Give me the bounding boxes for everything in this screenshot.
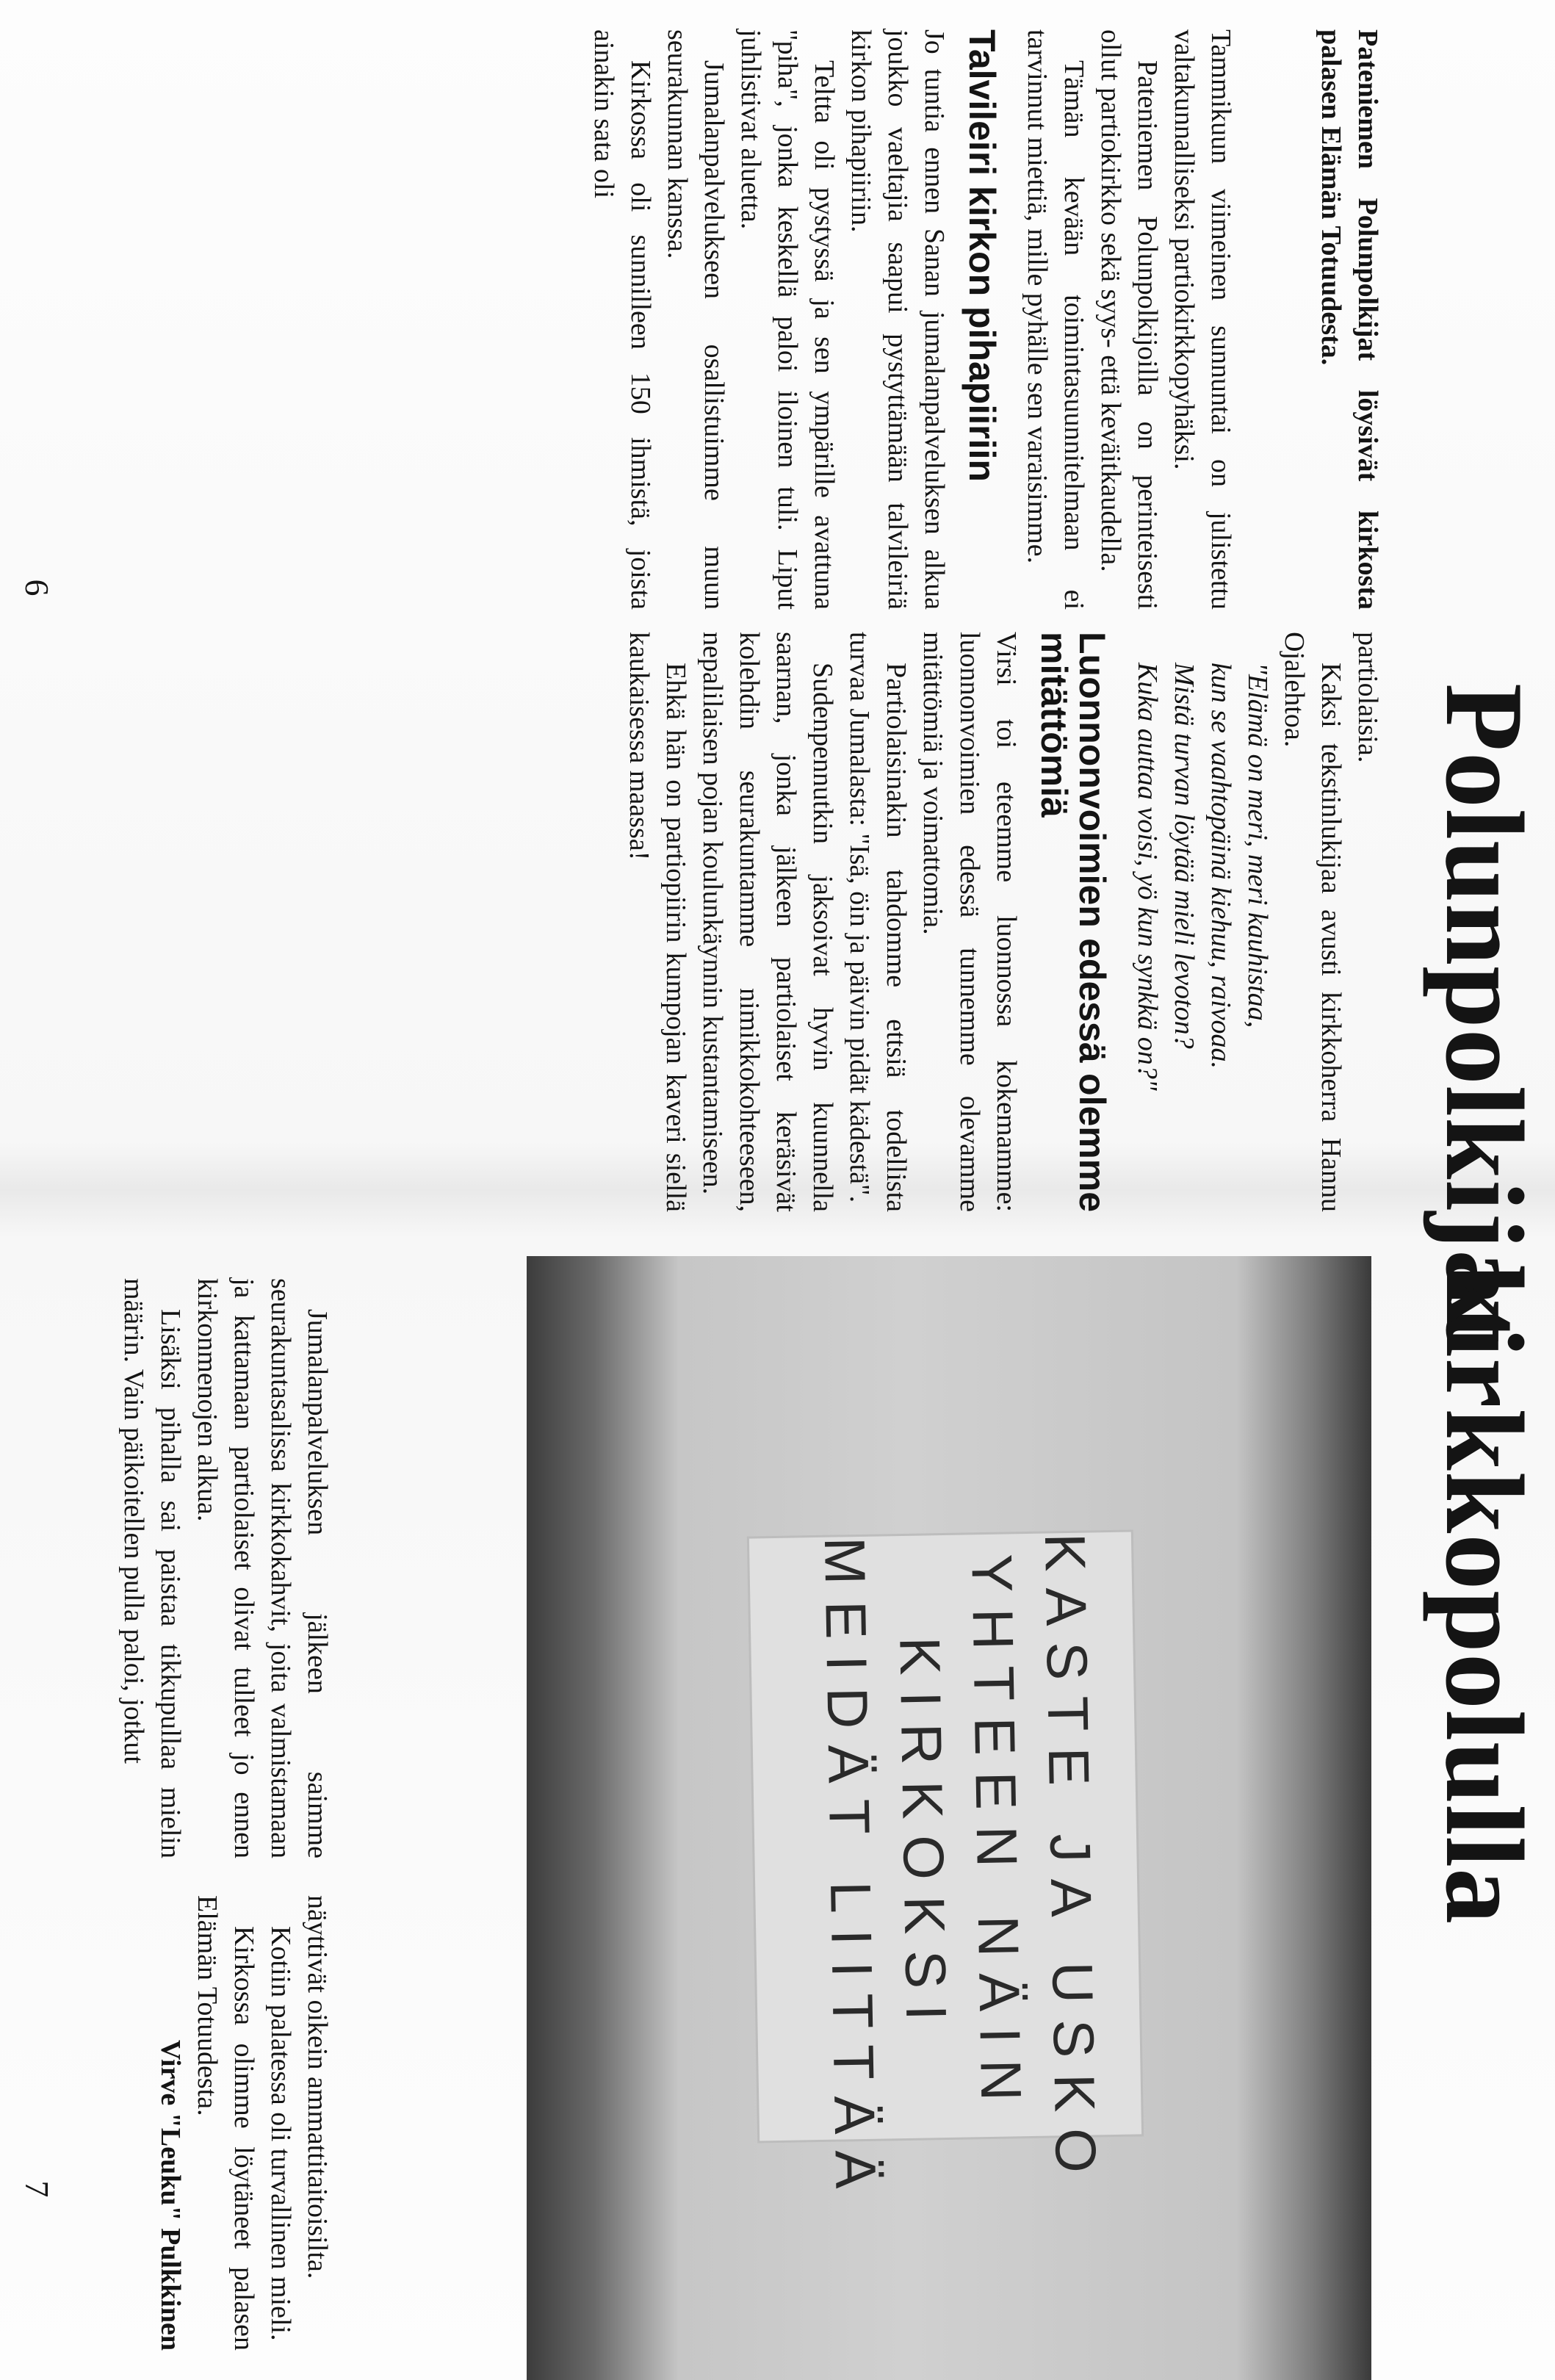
paragraph: Lisäksi pihalla sai paistaa tikkupullaa mielin määrin. Vain päikoitellen pulla paloi, jotkut	[118, 1278, 186, 1858]
right-column-2	[42, 1895, 336, 2351]
paragraph: Kirkossa olimme löytäneet palasen Elämän Totuudesta.	[192, 1895, 259, 2351]
banner	[749, 1532, 1141, 2205]
paragraph: Kotiin palatessa oli turvallinen mieli.	[265, 1926, 296, 2341]
paragraph: Kaksi tekstinlukijaa avusti kirkkoherra Hannu Ojalehtoa.	[1279, 632, 1346, 1212]
hymn-verse: "Elämä on meri, meri kauhistaa,	[1242, 663, 1273, 1028]
church-banner-photo	[527, 1256, 1371, 2380]
article-lead: Pateniemen Polunpolkijat löysivät kirkosta palasen Elämän Totuudesta.	[1316, 29, 1383, 610]
paragraph: Jumalanpalveluksen jälkeen saimme seurakuntasalissa kirkkokahvit, joita valmistamaan ja kattamaan partiolaiset olivat tulleet jo ennen kirkonmenojen alkua.	[192, 1278, 333, 1858]
paragraph: Jumalanpalvelukseen osallistuimme muun seurakunnan kanssa.	[662, 29, 729, 610]
subheading-luonnonvoimien: Luonnonvoimien edessä olemme mitättömiä	[1033, 632, 1113, 1212]
paragraph: Jo tuntia ennen Sanan jumalanpalveluksen alkua joukko vaeltajia saapui pystyttämään talvileiriä kirkon pihapiiriin.	[845, 29, 950, 610]
right-page-title: kirkkopolulla	[1423, 1263, 1546, 1925]
left-page-title: Polunpolkijat	[1423, 683, 1546, 1344]
hymn-verse: kun se vaahtopäinä kiehuu, raivoaa.	[1205, 663, 1236, 1070]
hymn-verse: Kuka auttaa voisi, yö kun synkkä on?"	[1132, 663, 1163, 1091]
banner-line: MEIDÄT LIITTÄÄ	[812, 1536, 889, 2205]
left-column-1	[42, 29, 1386, 610]
paragraph: näyttivät oikein ammattitaitoisilta.	[302, 1895, 333, 2279]
paragraph: Tämän kevään toimintasuunnitelmaan ei tarvinnut miettiä, mille pyhälle sen varaisimme.	[1022, 29, 1089, 610]
paragraph: Kirkossa oli sunnilleen 150 ihmistä, joista ainakin sata oli	[588, 29, 656, 610]
banner-line: KIRKOKSI	[887, 1636, 959, 2038]
paragraph: Sudenpennutkin jaksoivat hyvin kuunnella saarnan, jonka jälkeen partiolaiset keräsivät kolehdin seurakuntamme nimikkokohteeseen, nepalilaisen pojan koulunkäynnin kustantamiseen.	[697, 632, 838, 1212]
page-number-left: 6	[18, 579, 56, 596]
banner-line: KASTE JA USKO	[1032, 1532, 1109, 2190]
left-column-2	[42, 632, 1386, 1212]
right-column-1	[42, 1278, 336, 1858]
banner-line: YHTEEN NÄIN	[959, 1553, 1034, 2118]
paragraph: Virsi toi eteemme luonnossa kokemamme: luonnonvoimien edessä tunnemme olevamme mitättömiä ja voimattomia.	[917, 632, 1022, 1212]
paragraph: Partiolaisinakin tahdomme ettsiä todellista turvaa Jumalasta: "Isä, öin ja päivin pidät kädestä".	[844, 632, 912, 1212]
subheading-talvileiri: Talvileiri kirkon pihapiiriin	[961, 29, 1003, 482]
hymn-verse: Mistä turvan löytää mieli levoton?	[1169, 663, 1199, 1049]
author-signature: Virve "Leuku" Pulkkinen	[155, 2040, 186, 2351]
paragraph: partiolaisia.	[1352, 632, 1383, 763]
paragraph: Ehkä hän on partiopiirin kumpojan kaveri siellä kaukaisessa maassa!	[624, 632, 691, 1212]
banner-text	[808, 1532, 1112, 2205]
page-number-right: 7	[18, 2180, 56, 2198]
paragraph: Tammikuun viimeinen sunnuntai on julistettu valtakunnalliseksi partiokirkkopyhäksi.	[1169, 29, 1236, 610]
paragraph: Teltta oli pystyssä ja sen ympärille avattuna "piha", jonka keskellä paloi iloinen tuli. Liput juhlistivat aluetta.	[735, 29, 840, 610]
paragraph: Pateniemen Polunpolkijoilla on perinteisesti ollut partiokirkko sekä syys- että keväitkaudella.	[1095, 29, 1163, 610]
